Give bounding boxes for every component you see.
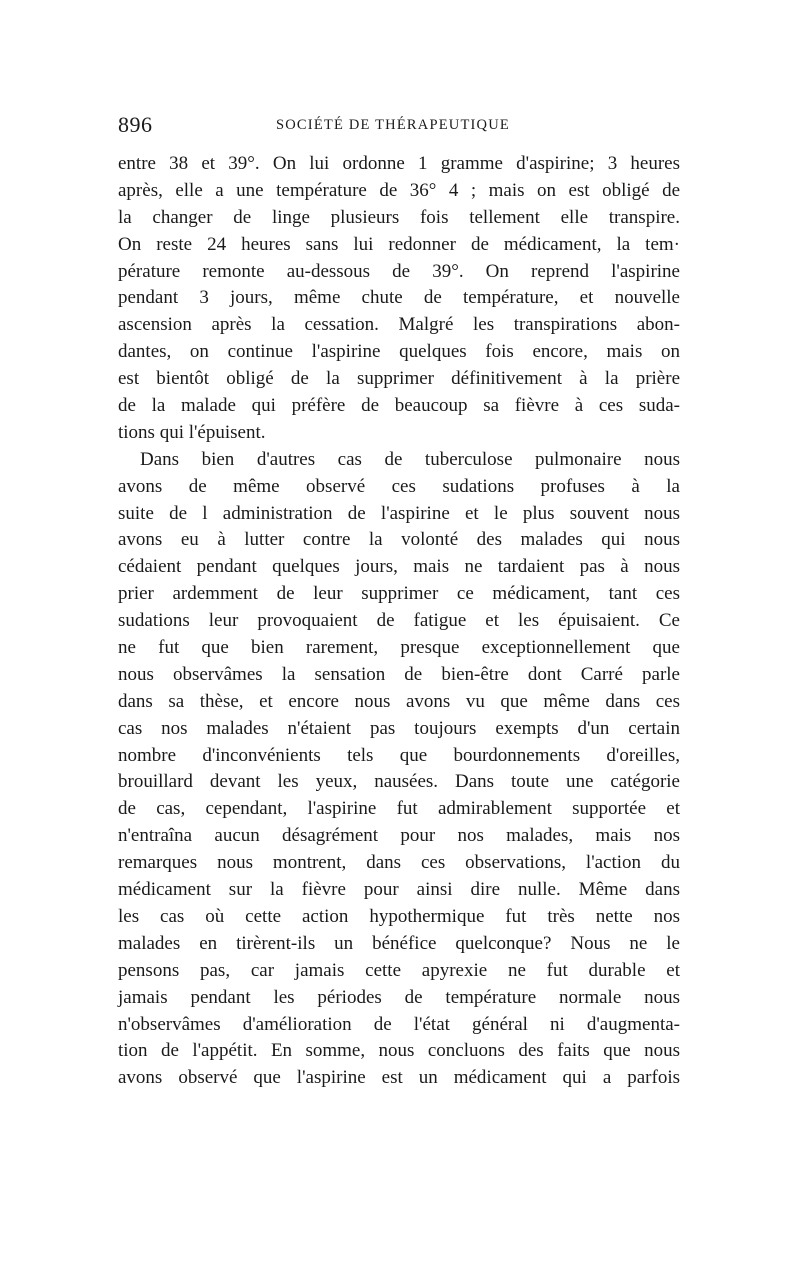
- text-line: n'entraîna aucun désagrément pour nos malades, mais nos: [118, 825, 680, 847]
- text-line: dans sa thèse, et encore nous avons vu que même dans ces: [118, 690, 680, 712]
- text-line: pendant 3 jours, même chute de température, et nouvelle: [118, 287, 680, 309]
- text-line: prier ardemment de leur supprimer ce médicament, tant ces: [118, 583, 680, 605]
- text-line: nous observâmes la sensation de bien-être dont Carré parle: [118, 663, 680, 685]
- text-line: pérature remonte au-dessous de 39°. On reprend l'aspirine: [118, 260, 680, 282]
- text-line: cas nos malades n'étaient pas toujours exempts d'un certain: [118, 717, 680, 739]
- text-line: entre 38 et 39°. On lui ordonne 1 gramme d'aspirine; 3 heures: [118, 153, 680, 174]
- text-line: de cas, cependant, l'aspirine fut admirablement supportée et: [118, 798, 680, 820]
- text-line: remarques nous montrent, dans ces observations, l'action du: [118, 852, 680, 874]
- text-line: avons observé que l'aspirine est un médicament qui a parfois: [118, 1067, 680, 1089]
- text-line: tions qui l'épuisent.: [118, 421, 266, 443]
- text-line: tion de l'appétit. En somme, nous concluons des faits que nous: [118, 1040, 680, 1062]
- text-line: la changer de linge plusieurs fois tellement elle transpire.: [118, 206, 680, 228]
- text-line: avons de même observé ces sudations profuses à la: [118, 475, 680, 497]
- text-line: brouillard devant les yeux, nausées. Dans toute une catégorie: [118, 771, 680, 793]
- text-line: n'observâmes d'amélioration de l'état général ni d'augmenta-: [118, 1013, 680, 1035]
- text-line: ascension après la cessation. Malgré les transpirations abon-: [118, 314, 680, 336]
- text-line: est bientôt obligé de la supprimer définitivement à la prière: [118, 368, 680, 390]
- text-line: malades en tirèrent-ils un bénéfice quelconque? Nous ne le: [118, 932, 680, 954]
- text-line: après, elle a une température de 36° 4 ; mais on est obligé de: [118, 179, 680, 201]
- text-line: nombre d'inconvénients tels que bourdonnements d'oreilles,: [118, 744, 680, 766]
- text-line: avons eu à lutter contre la volonté des malades qui nous: [118, 529, 680, 551]
- text-line: cédaient pendant quelques jours, mais ne tardaient pas à nous: [118, 556, 680, 578]
- body-text: [118, 151, 680, 1092]
- text-line: les cas où cette action hypothermique fut très nette nos: [118, 905, 680, 927]
- text-line: pensons pas, car jamais cette apyrexie ne fut durable et: [118, 959, 680, 981]
- text-line: sudations leur provoquaient de fatigue et les épuisaient. Ce: [118, 610, 680, 632]
- paragraph-start-line: Dans bien d'autres cas de tuberculose pulmonaire nous: [140, 448, 680, 470]
- running-head: SOCIÉTÉ DE THÉRAPEUTIQUE: [276, 117, 510, 133]
- text-line: On reste 24 heures sans lui redonner de médicament, la tem·: [118, 233, 680, 255]
- text-line: suite de l administration de l'aspirine et le plus souvent nous: [118, 502, 680, 524]
- page-number: 896: [118, 112, 153, 137]
- text-line: ne fut que bien rarement, presque exceptionnellement que: [118, 637, 680, 659]
- text-line: de la malade qui préfère de beaucoup sa fièvre à ces suda-: [118, 395, 680, 417]
- text-line: médicament sur la fièvre pour ainsi dire nulle. Même dans: [118, 879, 680, 901]
- text-line: jamais pendant les périodes de température normale nous: [118, 986, 680, 1008]
- text-line: dantes, on continue l'aspirine quelques fois encore, mais on: [118, 341, 680, 363]
- page-header: [118, 112, 680, 142]
